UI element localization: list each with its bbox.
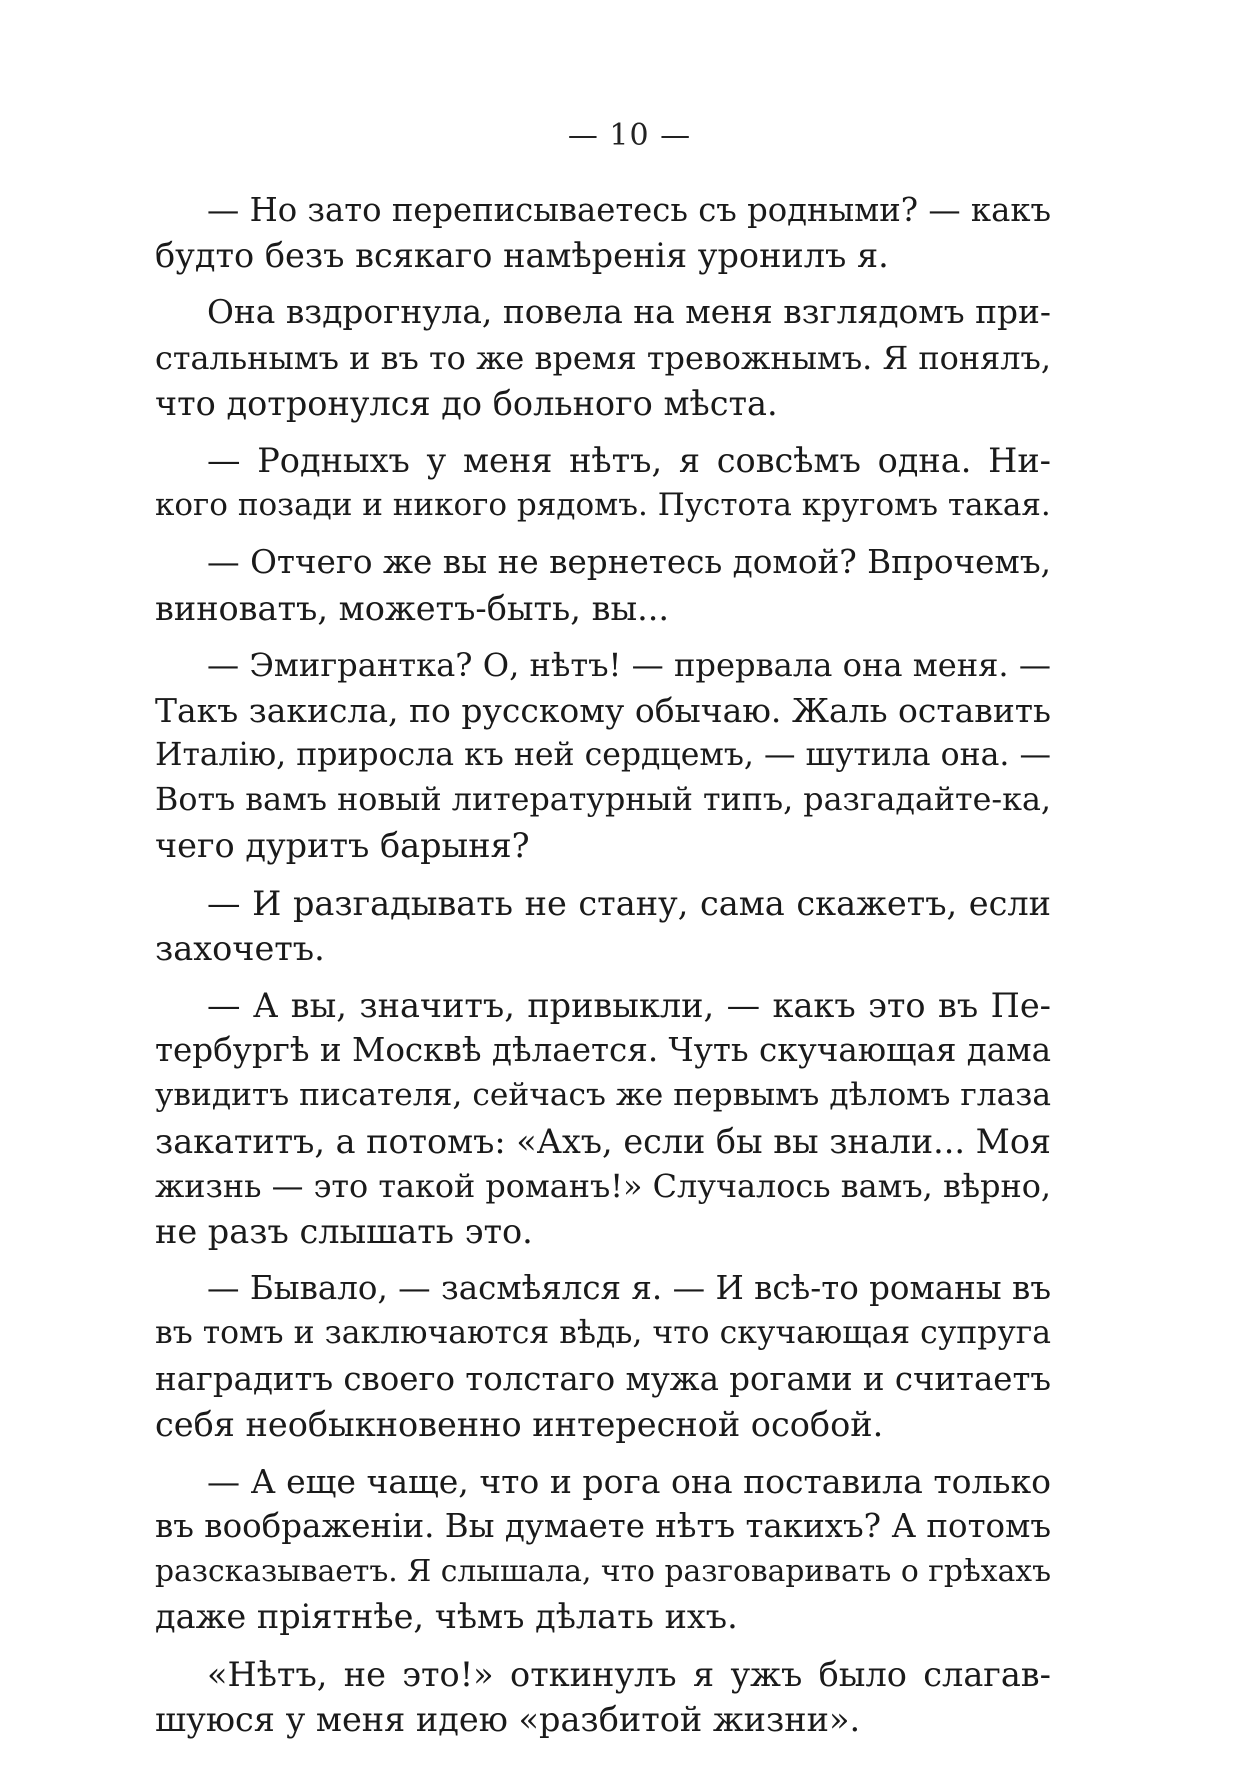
paragraph <box>155 983 1051 1254</box>
text-line: — Эмигрантка? О, нѣтъ! — прервала она меня. — <box>207 645 1051 684</box>
text-line: Вотъ вамъ новый литературный типъ, разгадайте-ка, <box>155 782 1051 819</box>
text-line: Италію, приросла къ ней сердцемъ, — шутила она. — <box>155 737 1051 774</box>
text-line: захочетъ. <box>155 928 325 968</box>
text-line: тербургѣ и Москвѣ дѣлается. Чуть скучающая дама <box>155 1031 1051 1070</box>
text-line: увидитъ писателя, сейчасъ же первымъ дѣломъ глаза <box>155 1077 1051 1114</box>
text-line: чего дуритъ барыня? <box>155 826 530 866</box>
text-line: стальнымъ и въ то же время тревожнымъ. Я понялъ, <box>155 338 1051 377</box>
text-line: шуюся у меня идею «разбитой жизни». <box>155 1699 861 1739</box>
text-line: будто безъ всякаго намѣренія уронилъ я. <box>155 236 889 276</box>
text-line: — А вы, значитъ, привыкли, — какъ это въ Пе- <box>207 986 1051 1025</box>
text-line: — И разгадывать не стану, сама скажетъ, если <box>207 883 1051 923</box>
text-line: жизнь — это такой романъ!» Случалось вамъ, вѣрно, <box>155 1166 1051 1205</box>
paragraph <box>155 290 1051 426</box>
paragraph <box>155 1459 1051 1640</box>
text-line: закатитъ, а потомъ: «Ахъ, если бы вы знали... Моя <box>155 1121 1051 1161</box>
text-line: — Бывало, — засмѣялся я. — И всѣ-то романы въ <box>207 1269 1051 1308</box>
text-line: себя необыкновенно интересной особой. <box>155 1404 884 1444</box>
text-line: Она вздрогнула, повела на меня взглядомъ при- <box>207 293 1051 332</box>
text-line: кого позади и никого рядомъ. Пустота кругомъ такая. <box>155 487 1051 524</box>
paragraph <box>155 540 1051 630</box>
text-line: виноватъ, можетъ-быть, вы... <box>155 588 670 628</box>
text-line: наградитъ своего толстаго мужа рогами и считаетъ <box>155 1359 1051 1398</box>
text-line: — Отчего же вы не вернетесь домой? Впрочемъ, <box>207 543 1051 582</box>
text-line: — Но зато переписываетесь съ родными? — какъ <box>207 191 1051 229</box>
paragraph <box>155 643 1051 869</box>
text-line: — А еще чаще, что и рога она поставила только <box>207 1461 1051 1501</box>
text-line: Такъ закисла, по русскому обычаю. Жаль оставить <box>155 690 1051 730</box>
text-line: въ воображеніи. Вы думаете нѣтъ такихъ? А потомъ <box>155 1507 1051 1546</box>
page-number: — 10 — <box>567 118 692 153</box>
paragraph <box>155 188 1051 278</box>
text-line: въ томъ и заключаются вѣдь, что скучающая супруга <box>155 1315 1051 1352</box>
text-line: что дотронулся до больного мѣста. <box>155 383 778 423</box>
page-body-text <box>155 188 1051 1754</box>
text-line: даже пріятнѣе, чѣмъ дѣлать ихъ. <box>155 1597 738 1637</box>
paragraph <box>155 1652 1051 1742</box>
text-line: не разъ слышать это. <box>155 1211 533 1251</box>
paragraph <box>155 1266 1051 1447</box>
text-line: разсказываетъ. Я слышала, что разговаривать о грѣхахъ <box>155 1554 1051 1590</box>
text-line: «Нѣтъ, не это!» откинулъ я ужъ было слагав- <box>207 1654 1051 1694</box>
paragraph <box>155 438 1051 528</box>
paragraph <box>155 881 1051 971</box>
text-line: — Родныхъ у меня нѣтъ, я совсѣмъ одна. Ни- <box>207 440 1051 480</box>
